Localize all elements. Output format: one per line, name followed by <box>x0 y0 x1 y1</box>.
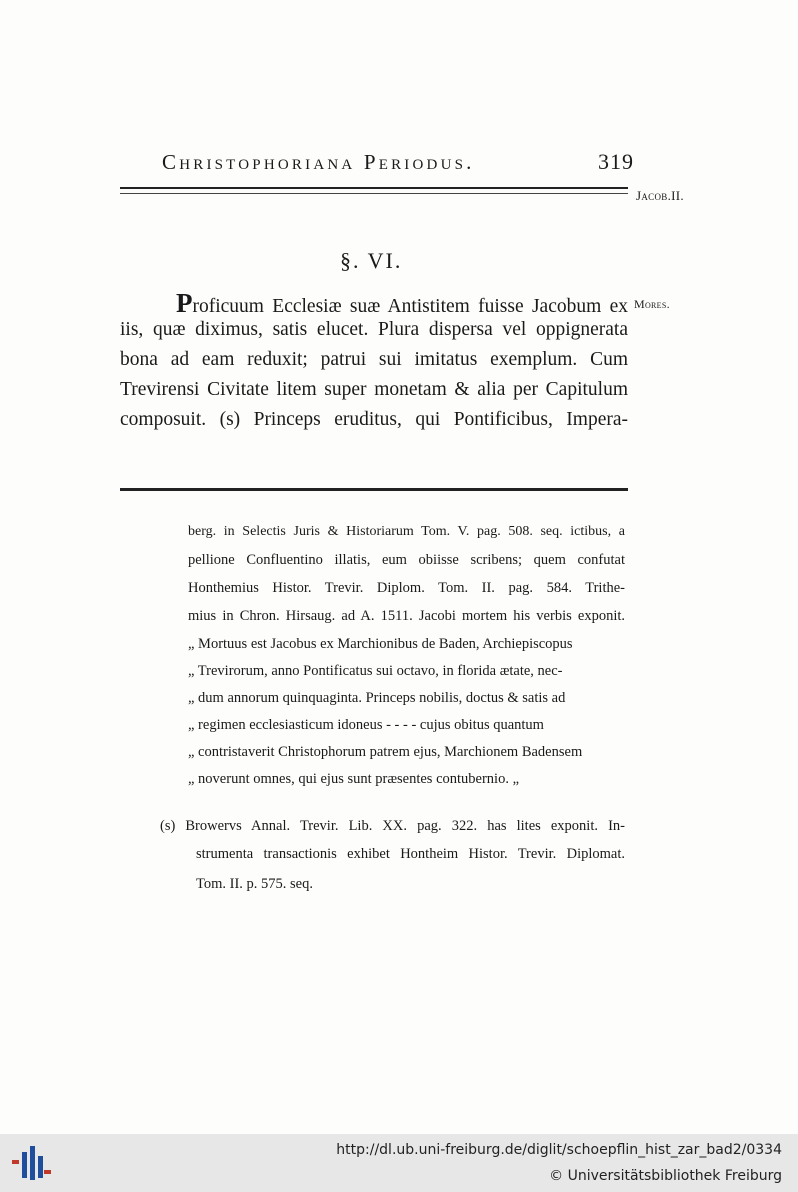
footnote-s-line: (s) Browervs Annal. Trevir. Lib. XX. pag. 322. has lites exponit. In- <box>160 818 625 834</box>
footnote-line: pellione Confluentino illatis, eum obiisse scribens; quem confutat <box>188 552 625 568</box>
body-line-4: Trevirensi Civitate litem super monetam & alia per Capitulum <box>120 379 628 400</box>
margin-note-mores: Mores. <box>634 297 670 311</box>
quote-line: „ regimen ecclesiasticum idoneus - - - - cujus obitus quantum <box>188 717 544 733</box>
footnote-line: Honthemius Histor. Trevir. Diplom. Tom. II. pag. 584. Trithe- <box>188 580 625 596</box>
viewer-footer-bar <box>0 1134 798 1192</box>
quote-line: „ dum annorum quinquaginta. Princeps nobilis, doctus & satis ad <box>188 690 566 706</box>
ub-freiburg-logo-icon[interactable] <box>10 1142 52 1184</box>
header-rule-top <box>120 187 628 189</box>
body-line-3: bona ad eam reduxit; patrui sui imitatus exemplum. Cum <box>120 349 628 370</box>
section-title: §. VI. <box>340 248 403 273</box>
dropcap: P <box>176 288 193 318</box>
margin-note-jacob: Jacob.II. <box>636 188 684 203</box>
quote-line: „ noverunt omnes, qui ejus sunt præsentes contubernio. „ <box>188 771 520 787</box>
footnote-s-line: strumenta transactionis exhibet Hontheim Histor. Trevir. Diplomat. <box>196 846 625 862</box>
page-number: 319 <box>598 149 634 174</box>
body-line-5: composuit. (s) Princeps eruditus, qui Pontificibus, Impera- <box>120 409 628 430</box>
footnote-separator <box>120 488 628 491</box>
footnote-s-line: Tom. II. p. 575. seq. <box>196 876 313 892</box>
body-line-2: iis, quæ diximus, satis elucet. Plura dispersa vel oppignerata <box>120 319 628 340</box>
footnote-line: berg. in Selectis Juris & Historiarum Tom. V. pag. 508. seq. ictibus, a <box>188 524 625 539</box>
body-line-1: Proficuum Ecclesiæ suæ Antistitem fuisse Jacobum ex <box>176 288 628 318</box>
running-head <box>162 150 662 175</box>
permalink-url[interactable]: http://dl.ub.uni-freiburg.de/diglit/schoepflin_hist_zar_bad2/0334 <box>336 1142 782 1158</box>
copyright-notice: © Universitätsbibliothek Freiburg <box>549 1168 782 1184</box>
footnote-line: mius in Chron. Hirsaug. ad A. 1511. Jacobi mortem his verbis exponit. <box>188 608 625 624</box>
quote-line: „ Trevirorum, anno Pontificatus sui octavo, in florida ætate, nec- <box>188 663 563 679</box>
quote-line: „ contristaverit Christophorum patrem ejus, Marchionem Badensem <box>188 744 583 760</box>
header-rule-bottom <box>120 193 628 194</box>
running-title: Christophoriana Periodus. <box>162 150 475 174</box>
quote-line: „ Mortuus est Jacobus ex Marchionibus de Baden, Archiepiscopus <box>188 636 573 652</box>
